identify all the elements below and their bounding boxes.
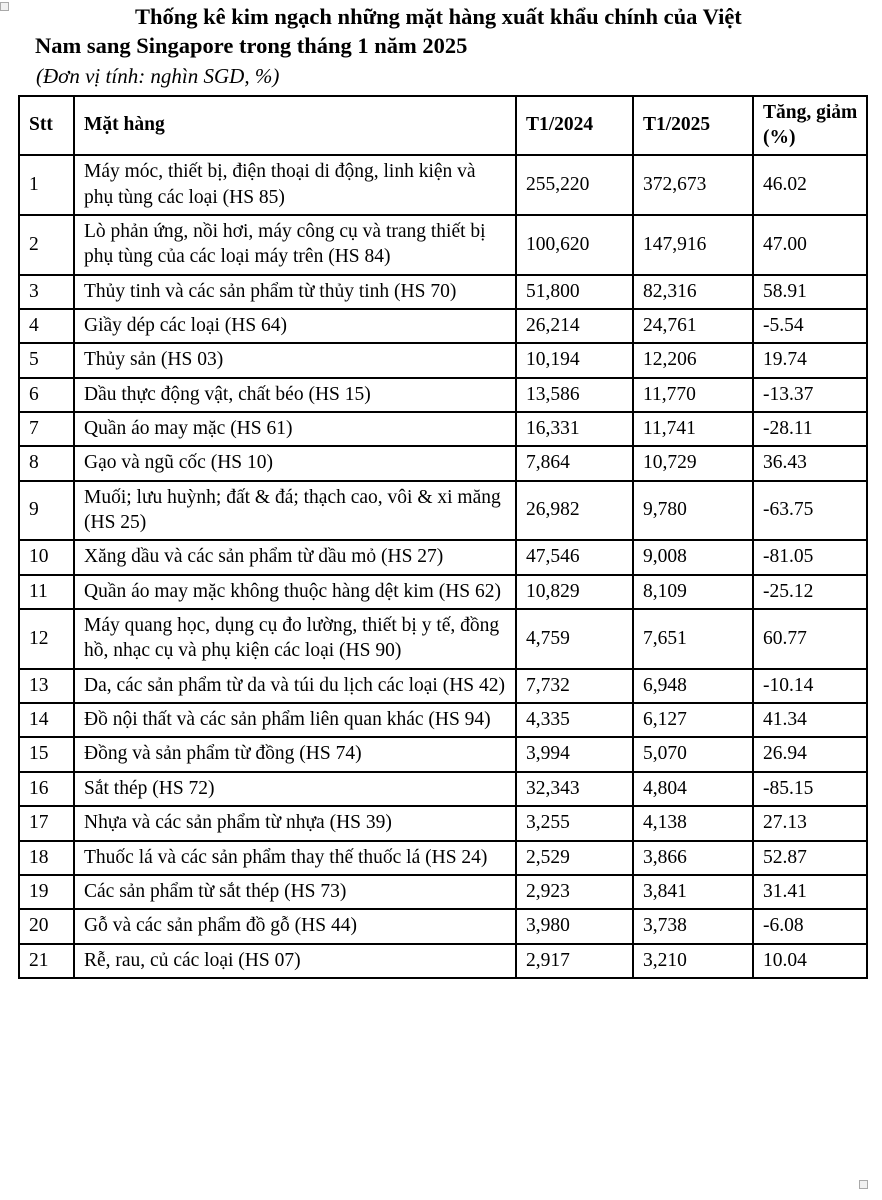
table-row xyxy=(19,309,867,343)
cell-t1-2024: 10,194 xyxy=(516,343,633,377)
cell-change: -28.11 xyxy=(753,412,867,446)
cell-item: Rễ, rau, củ các loại (HS 07) xyxy=(74,944,516,978)
cell-t1-2025: 9,780 xyxy=(633,481,753,541)
table-row xyxy=(19,481,867,541)
table-row xyxy=(19,669,867,703)
cell-stt: 12 xyxy=(19,609,74,669)
cell-t1-2025: 7,651 xyxy=(633,609,753,669)
table-row xyxy=(19,737,867,771)
cell-t1-2025: 4,804 xyxy=(633,772,753,806)
cell-stt: 18 xyxy=(19,841,74,875)
cell-stt: 8 xyxy=(19,446,74,480)
table-row xyxy=(19,703,867,737)
cell-change: -85.15 xyxy=(753,772,867,806)
cell-t1-2025: 12,206 xyxy=(633,343,753,377)
col-header-stt: Stt xyxy=(19,96,74,156)
cell-t1-2024: 26,982 xyxy=(516,481,633,541)
cell-t1-2024: 2,529 xyxy=(516,841,633,875)
table-row xyxy=(19,944,867,978)
cell-change: 31.41 xyxy=(753,875,867,909)
table-row xyxy=(19,155,867,215)
cell-item: Lò phản ứng, nồi hơi, máy công cụ và trang thiết bị phụ tùng của các loại máy trên (HS 84) xyxy=(74,215,516,275)
cell-stt: 2 xyxy=(19,215,74,275)
cell-stt: 15 xyxy=(19,737,74,771)
cell-stt: 5 xyxy=(19,343,74,377)
cell-item: Gỗ và các sản phẩm đồ gỗ (HS 44) xyxy=(74,909,516,943)
cell-t1-2024: 2,917 xyxy=(516,944,633,978)
cell-item: Các sản phẩm từ sắt thép (HS 73) xyxy=(74,875,516,909)
cell-change: 58.91 xyxy=(753,275,867,309)
cell-t1-2025: 8,109 xyxy=(633,575,753,609)
cell-t1-2024: 16,331 xyxy=(516,412,633,446)
cell-item: Da, các sản phẩm từ da và túi du lịch các loại (HS 42) xyxy=(74,669,516,703)
selection-handle-top-left[interactable] xyxy=(0,2,9,11)
cell-t1-2025: 147,916 xyxy=(633,215,753,275)
selection-handle-bottom-right[interactable] xyxy=(859,1180,868,1189)
cell-stt: 7 xyxy=(19,412,74,446)
cell-item: Muối; lưu huỳnh; đất & đá; thạch cao, vôi & xi măng (HS 25) xyxy=(74,481,516,541)
export-stats-table xyxy=(18,95,868,979)
cell-item: Nhựa và các sản phẩm từ nhựa (HS 39) xyxy=(74,806,516,840)
cell-t1-2025: 3,866 xyxy=(633,841,753,875)
cell-t1-2024: 10,829 xyxy=(516,575,633,609)
cell-change: 19.74 xyxy=(753,343,867,377)
cell-t1-2025: 10,729 xyxy=(633,446,753,480)
table-row xyxy=(19,540,867,574)
table-row xyxy=(19,378,867,412)
cell-t1-2025: 82,316 xyxy=(633,275,753,309)
table-row xyxy=(19,609,867,669)
table-row xyxy=(19,806,867,840)
page-title xyxy=(35,3,842,61)
cell-stt: 4 xyxy=(19,309,74,343)
cell-stt: 9 xyxy=(19,481,74,541)
cell-change: -13.37 xyxy=(753,378,867,412)
cell-t1-2024: 100,620 xyxy=(516,215,633,275)
cell-stt: 14 xyxy=(19,703,74,737)
cell-stt: 19 xyxy=(19,875,74,909)
cell-change: -81.05 xyxy=(753,540,867,574)
cell-change: 10.04 xyxy=(753,944,867,978)
cell-t1-2025: 5,070 xyxy=(633,737,753,771)
col-header-t1-2025: T1/2025 xyxy=(633,96,753,156)
cell-item: Gạo và ngũ cốc (HS 10) xyxy=(74,446,516,480)
cell-t1-2025: 3,841 xyxy=(633,875,753,909)
cell-change: 41.34 xyxy=(753,703,867,737)
cell-t1-2024: 47,546 xyxy=(516,540,633,574)
cell-item: Đồng và sản phẩm từ đồng (HS 74) xyxy=(74,737,516,771)
page-title-line1: Thống kê kim ngạch những mặt hàng xuất khẩu chính của Việt xyxy=(135,4,742,29)
table-row xyxy=(19,215,867,275)
table-row xyxy=(19,275,867,309)
cell-item: Thủy sản (HS 03) xyxy=(74,343,516,377)
cell-change: -10.14 xyxy=(753,669,867,703)
table-body xyxy=(19,155,867,978)
cell-item: Quần áo may mặc không thuộc hàng dệt kim (HS 62) xyxy=(74,575,516,609)
cell-item: Dầu thực động vật, chất béo (HS 15) xyxy=(74,378,516,412)
cell-t1-2024: 3,980 xyxy=(516,909,633,943)
cell-stt: 16 xyxy=(19,772,74,806)
cell-change: -63.75 xyxy=(753,481,867,541)
cell-stt: 13 xyxy=(19,669,74,703)
cell-t1-2025: 372,673 xyxy=(633,155,753,215)
table-row xyxy=(19,841,867,875)
cell-item: Thuốc lá và các sản phẩm thay thế thuốc lá (HS 24) xyxy=(74,841,516,875)
cell-t1-2024: 4,759 xyxy=(516,609,633,669)
cell-t1-2024: 4,335 xyxy=(516,703,633,737)
unit-note: (Đơn vị tính: nghìn SGD, %) xyxy=(36,63,280,88)
cell-t1-2025: 24,761 xyxy=(633,309,753,343)
table-row xyxy=(19,575,867,609)
cell-t1-2024: 26,214 xyxy=(516,309,633,343)
cell-change: 60.77 xyxy=(753,609,867,669)
cell-item: Giầy dép các loại (HS 64) xyxy=(74,309,516,343)
cell-stt: 17 xyxy=(19,806,74,840)
col-header-t1-2024: T1/2024 xyxy=(516,96,633,156)
cell-t1-2025: 11,741 xyxy=(633,412,753,446)
cell-change: -25.12 xyxy=(753,575,867,609)
cell-t1-2025: 4,138 xyxy=(633,806,753,840)
cell-t1-2025: 9,008 xyxy=(633,540,753,574)
cell-t1-2024: 7,732 xyxy=(516,669,633,703)
cell-change: -5.54 xyxy=(753,309,867,343)
table-row xyxy=(19,446,867,480)
cell-item: Sắt thép (HS 72) xyxy=(74,772,516,806)
cell-t1-2025: 11,770 xyxy=(633,378,753,412)
table-row xyxy=(19,909,867,943)
cell-stt: 10 xyxy=(19,540,74,574)
cell-t1-2024: 32,343 xyxy=(516,772,633,806)
cell-stt: 3 xyxy=(19,275,74,309)
cell-stt: 20 xyxy=(19,909,74,943)
cell-t1-2025: 6,948 xyxy=(633,669,753,703)
cell-t1-2024: 255,220 xyxy=(516,155,633,215)
col-header-change: Tăng, giảm (%) xyxy=(753,96,867,156)
cell-stt: 1 xyxy=(19,155,74,215)
cell-t1-2024: 3,994 xyxy=(516,737,633,771)
cell-item: Máy móc, thiết bị, điện thoại di động, linh kiện và phụ tùng các loại (HS 85) xyxy=(74,155,516,215)
table-row xyxy=(19,772,867,806)
table-row xyxy=(19,343,867,377)
cell-item: Máy quang học, dụng cụ đo lường, thiết bị y tế, đồng hồ, nhạc cụ và phụ kiện các loại (HS 90) xyxy=(74,609,516,669)
cell-change: 27.13 xyxy=(753,806,867,840)
cell-item: Xăng dầu và các sản phẩm từ dầu mỏ (HS 27) xyxy=(74,540,516,574)
table-row xyxy=(19,412,867,446)
table-header xyxy=(19,96,867,156)
cell-item: Đồ nội thất và các sản phẩm liên quan khác (HS 94) xyxy=(74,703,516,737)
cell-stt: 11 xyxy=(19,575,74,609)
cell-change: 52.87 xyxy=(753,841,867,875)
table-row xyxy=(19,875,867,909)
cell-change: 36.43 xyxy=(753,446,867,480)
page-title-line2: Nam sang Singapore trong tháng 1 năm 2025 xyxy=(35,32,468,58)
cell-t1-2025: 3,738 xyxy=(633,909,753,943)
cell-change: 47.00 xyxy=(753,215,867,275)
cell-t1-2024: 7,864 xyxy=(516,446,633,480)
cell-t1-2024: 2,923 xyxy=(516,875,633,909)
cell-t1-2025: 3,210 xyxy=(633,944,753,978)
col-header-item: Mặt hàng xyxy=(74,96,516,156)
cell-t1-2024: 3,255 xyxy=(516,806,633,840)
cell-t1-2025: 6,127 xyxy=(633,703,753,737)
cell-stt: 21 xyxy=(19,944,74,978)
cell-t1-2024: 51,800 xyxy=(516,275,633,309)
cell-change: 46.02 xyxy=(753,155,867,215)
cell-change: -6.08 xyxy=(753,909,867,943)
cell-t1-2024: 13,586 xyxy=(516,378,633,412)
cell-stt: 6 xyxy=(19,378,74,412)
cell-change: 26.94 xyxy=(753,737,867,771)
cell-item: Quần áo may mặc (HS 61) xyxy=(74,412,516,446)
table-header-row xyxy=(19,96,867,156)
cell-item: Thủy tinh và các sản phẩm từ thủy tinh (HS 70) xyxy=(74,275,516,309)
